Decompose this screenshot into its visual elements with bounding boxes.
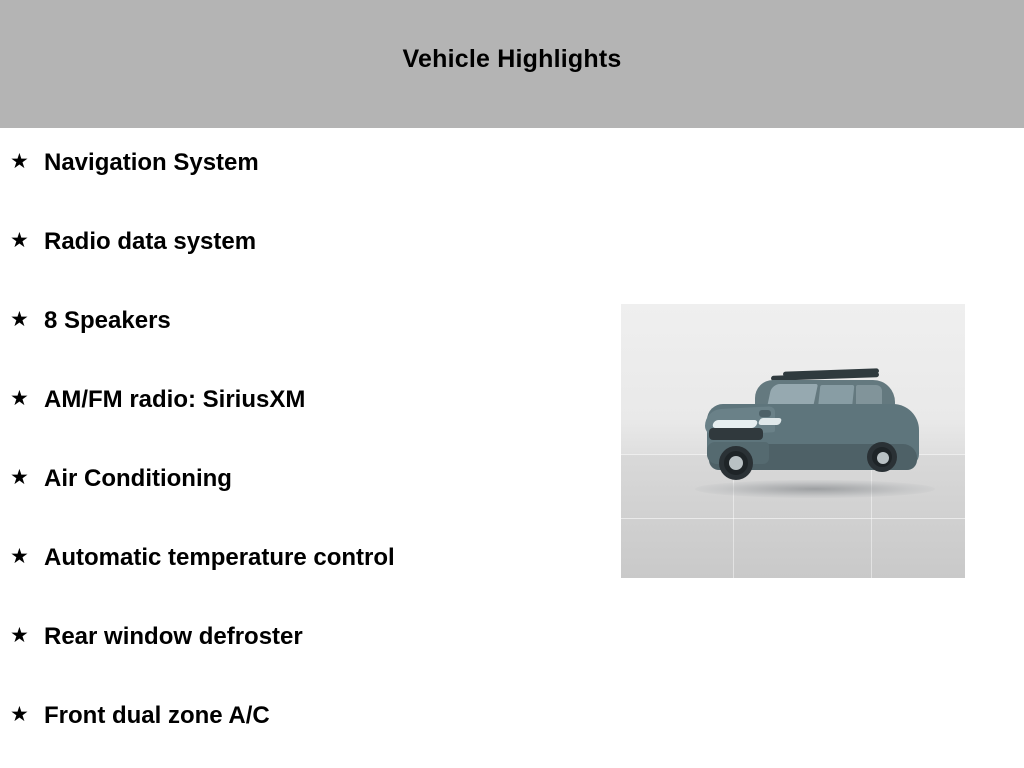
- highlight-label: Automatic temperature control: [44, 544, 395, 571]
- highlight-label: Front dual zone A/C: [44, 702, 270, 729]
- headlight: [712, 420, 759, 428]
- front-wheel: [719, 446, 753, 480]
- highlight-label: Air Conditioning: [44, 465, 232, 492]
- highlight-label: Rear window defroster: [44, 623, 303, 650]
- star-bullet-icon: ★: [10, 387, 29, 410]
- highlight-label: 8 Speakers: [44, 307, 171, 334]
- star-bullet-icon: ★: [10, 624, 29, 647]
- list-item: [0, 308, 620, 387]
- star-bullet-icon: ★: [10, 545, 29, 568]
- star-bullet-icon: ★: [10, 150, 29, 173]
- suv-illustration: [697, 362, 927, 512]
- highlight-label: Navigation System: [44, 149, 259, 176]
- list-item: [0, 150, 620, 229]
- front-grille: [709, 428, 763, 440]
- star-bullet-icon: ★: [10, 308, 29, 331]
- headlight: [758, 418, 782, 425]
- highlight-label: AM/FM radio: SiriusXM: [44, 386, 306, 413]
- page-title: Vehicle Highlights: [402, 44, 622, 73]
- floor-seam: [621, 518, 965, 519]
- star-bullet-icon: ★: [10, 229, 29, 252]
- list-item: [0, 545, 620, 624]
- content-area: [0, 128, 1024, 768]
- highlight-label: Radio data system: [44, 228, 257, 255]
- list-item: [0, 624, 620, 703]
- wheel-hub: [877, 452, 889, 464]
- vehicle-highlights-list: [0, 128, 620, 768]
- rear-wheel: [867, 442, 897, 472]
- star-bullet-icon: ★: [10, 466, 29, 489]
- wheel-hub: [729, 456, 743, 470]
- vehicle-photo: [621, 304, 965, 578]
- side-mirror: [759, 410, 771, 417]
- list-item: [0, 466, 620, 545]
- star-bullet-icon: ★: [10, 703, 29, 726]
- list-item: [0, 387, 620, 466]
- list-item: [0, 229, 620, 308]
- header-bar: [0, 0, 1024, 128]
- list-item: [0, 703, 620, 768]
